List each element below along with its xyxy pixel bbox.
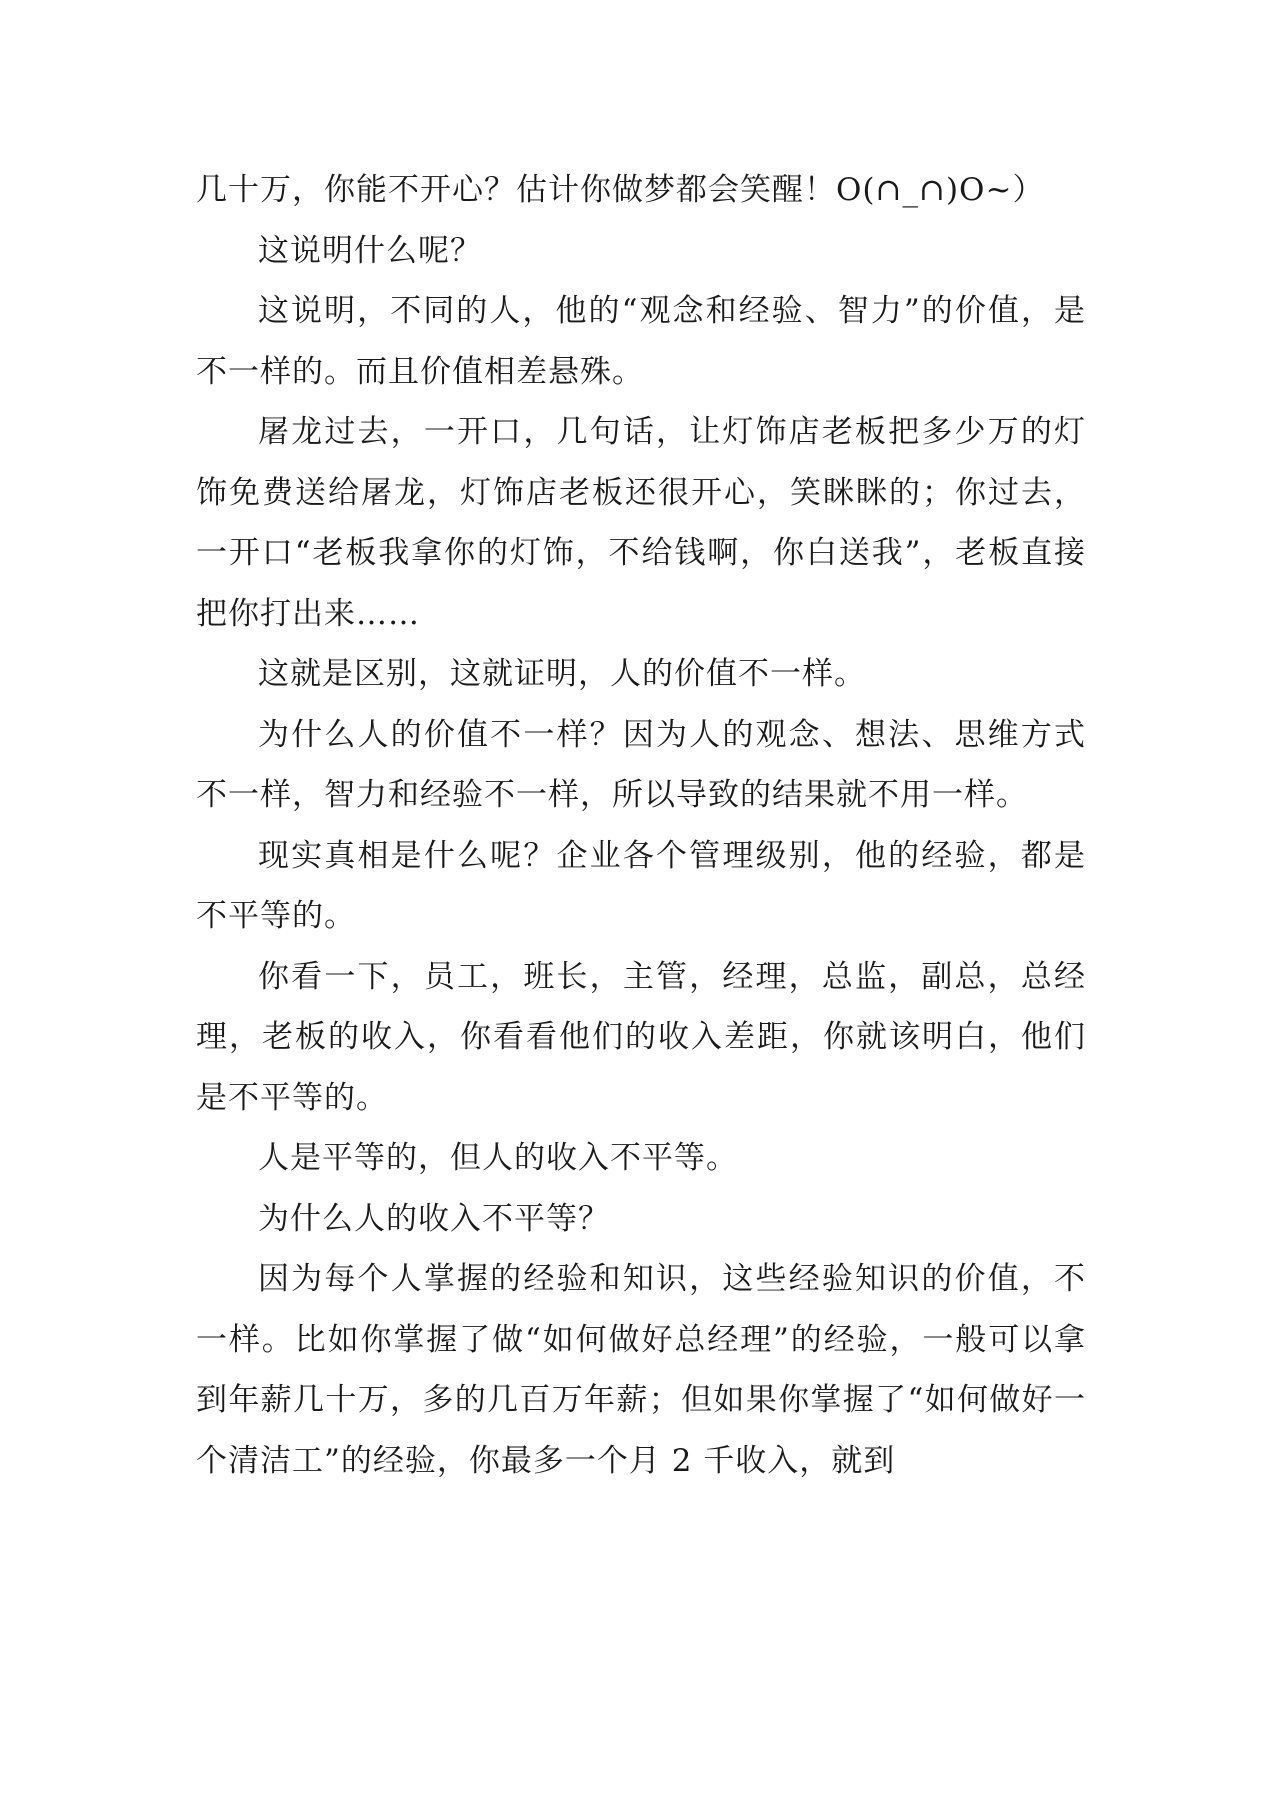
- paragraph-5: 这就是区别，这就证明，人的价值不一样。: [258, 656, 866, 692]
- paragraph-10: 为什么人的收入不平等？: [258, 1200, 610, 1237]
- paragraph-8: 你看一下，员工，班长，主管，经理，总监，副总，总经理，老板的收入，你看看他们的收入差距，你就该明白，他们是不平等的。: [196, 958, 1086, 1116]
- paragraph-7: 现实真相是什么呢？企业各个管理级别，他的经验，都是不平等的。: [196, 837, 1086, 934]
- paragraph-4: 屠龙过去，一开口，几句话，让灯饰店老板把多少万的灯饰免费送给屠龙，灯饰店老板还很开心，笑眯眯的；你过去，一开口“老板我拿你的灯饰，不给钱啊，你白送我”，老板直接把你打出来……: [196, 414, 1086, 632]
- paragraph-9: 人是平等的，但人的收入不平等。: [258, 1140, 738, 1176]
- paragraph-11: 因为每个人掌握的经验和知识，这些经验知识的价值，不一样。比如你掌握了做“如何做好总经理”的经验，一般可以拿到年薪几十万，多的几百万年薪；但如果你掌握了“如何做好一个清洁工”的经验，你最多一个月 2 千收入，就到: [196, 1261, 1086, 1479]
- paragraph-1: 几十万，你能不开心？估计你做梦都会笑醒！O(∩_∩)O~）: [196, 172, 1045, 208]
- paragraph-3: 这说明，不同的人，他的“观念和经验、智力”的价值，是不一样的。而且价值相差悬殊。: [196, 293, 1086, 390]
- document-body: [196, 160, 1086, 1491]
- paragraph-6: 为什么人的价值不一样？因为人的观念、想法、思维方式不一样，智力和经验不一样，所以导致的结果就不用一样。: [196, 716, 1086, 813]
- paragraph-2: 这说明什么呢？: [258, 232, 482, 269]
